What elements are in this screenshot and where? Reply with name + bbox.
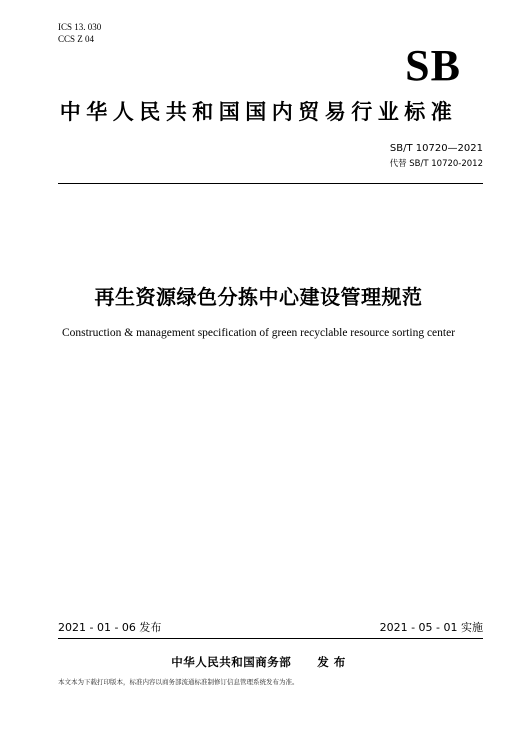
publisher-name: 中华人民共和国商务部 (171, 655, 292, 669)
ccs-code: CCS Z 04 (58, 34, 95, 44)
implementation-date: 2021 - 05 - 01 实施 (379, 621, 483, 634)
top-divider (58, 183, 483, 184)
download-notice: 本文本为下载打印版本，标准内容以商务部流通标准制修订信息管理系统发布为准。 (58, 678, 299, 686)
organization-title: 中华人民共和国国内贸易行业标准 (59, 100, 458, 124)
publisher-line (0, 655, 517, 670)
issue-date: 2021 - 01 - 06 发布 (58, 621, 162, 634)
ics-code: ICS 13. 030 (58, 22, 102, 32)
document-title-cn: 再生资源绿色分拣中心建设管理规范 (94, 285, 423, 309)
publisher-action: 发 布 (317, 655, 346, 669)
document-title-en: Construction & management specification of green recyclable resource sorting center (61, 327, 456, 339)
replaces-standard: 代替 SB/T 10720-2012 (389, 159, 483, 169)
standard-code: SB/T 10720—2021 (389, 143, 483, 154)
classification-codes (58, 22, 101, 46)
bottom-divider (58, 638, 483, 639)
sb-logo: SB (405, 41, 461, 90)
